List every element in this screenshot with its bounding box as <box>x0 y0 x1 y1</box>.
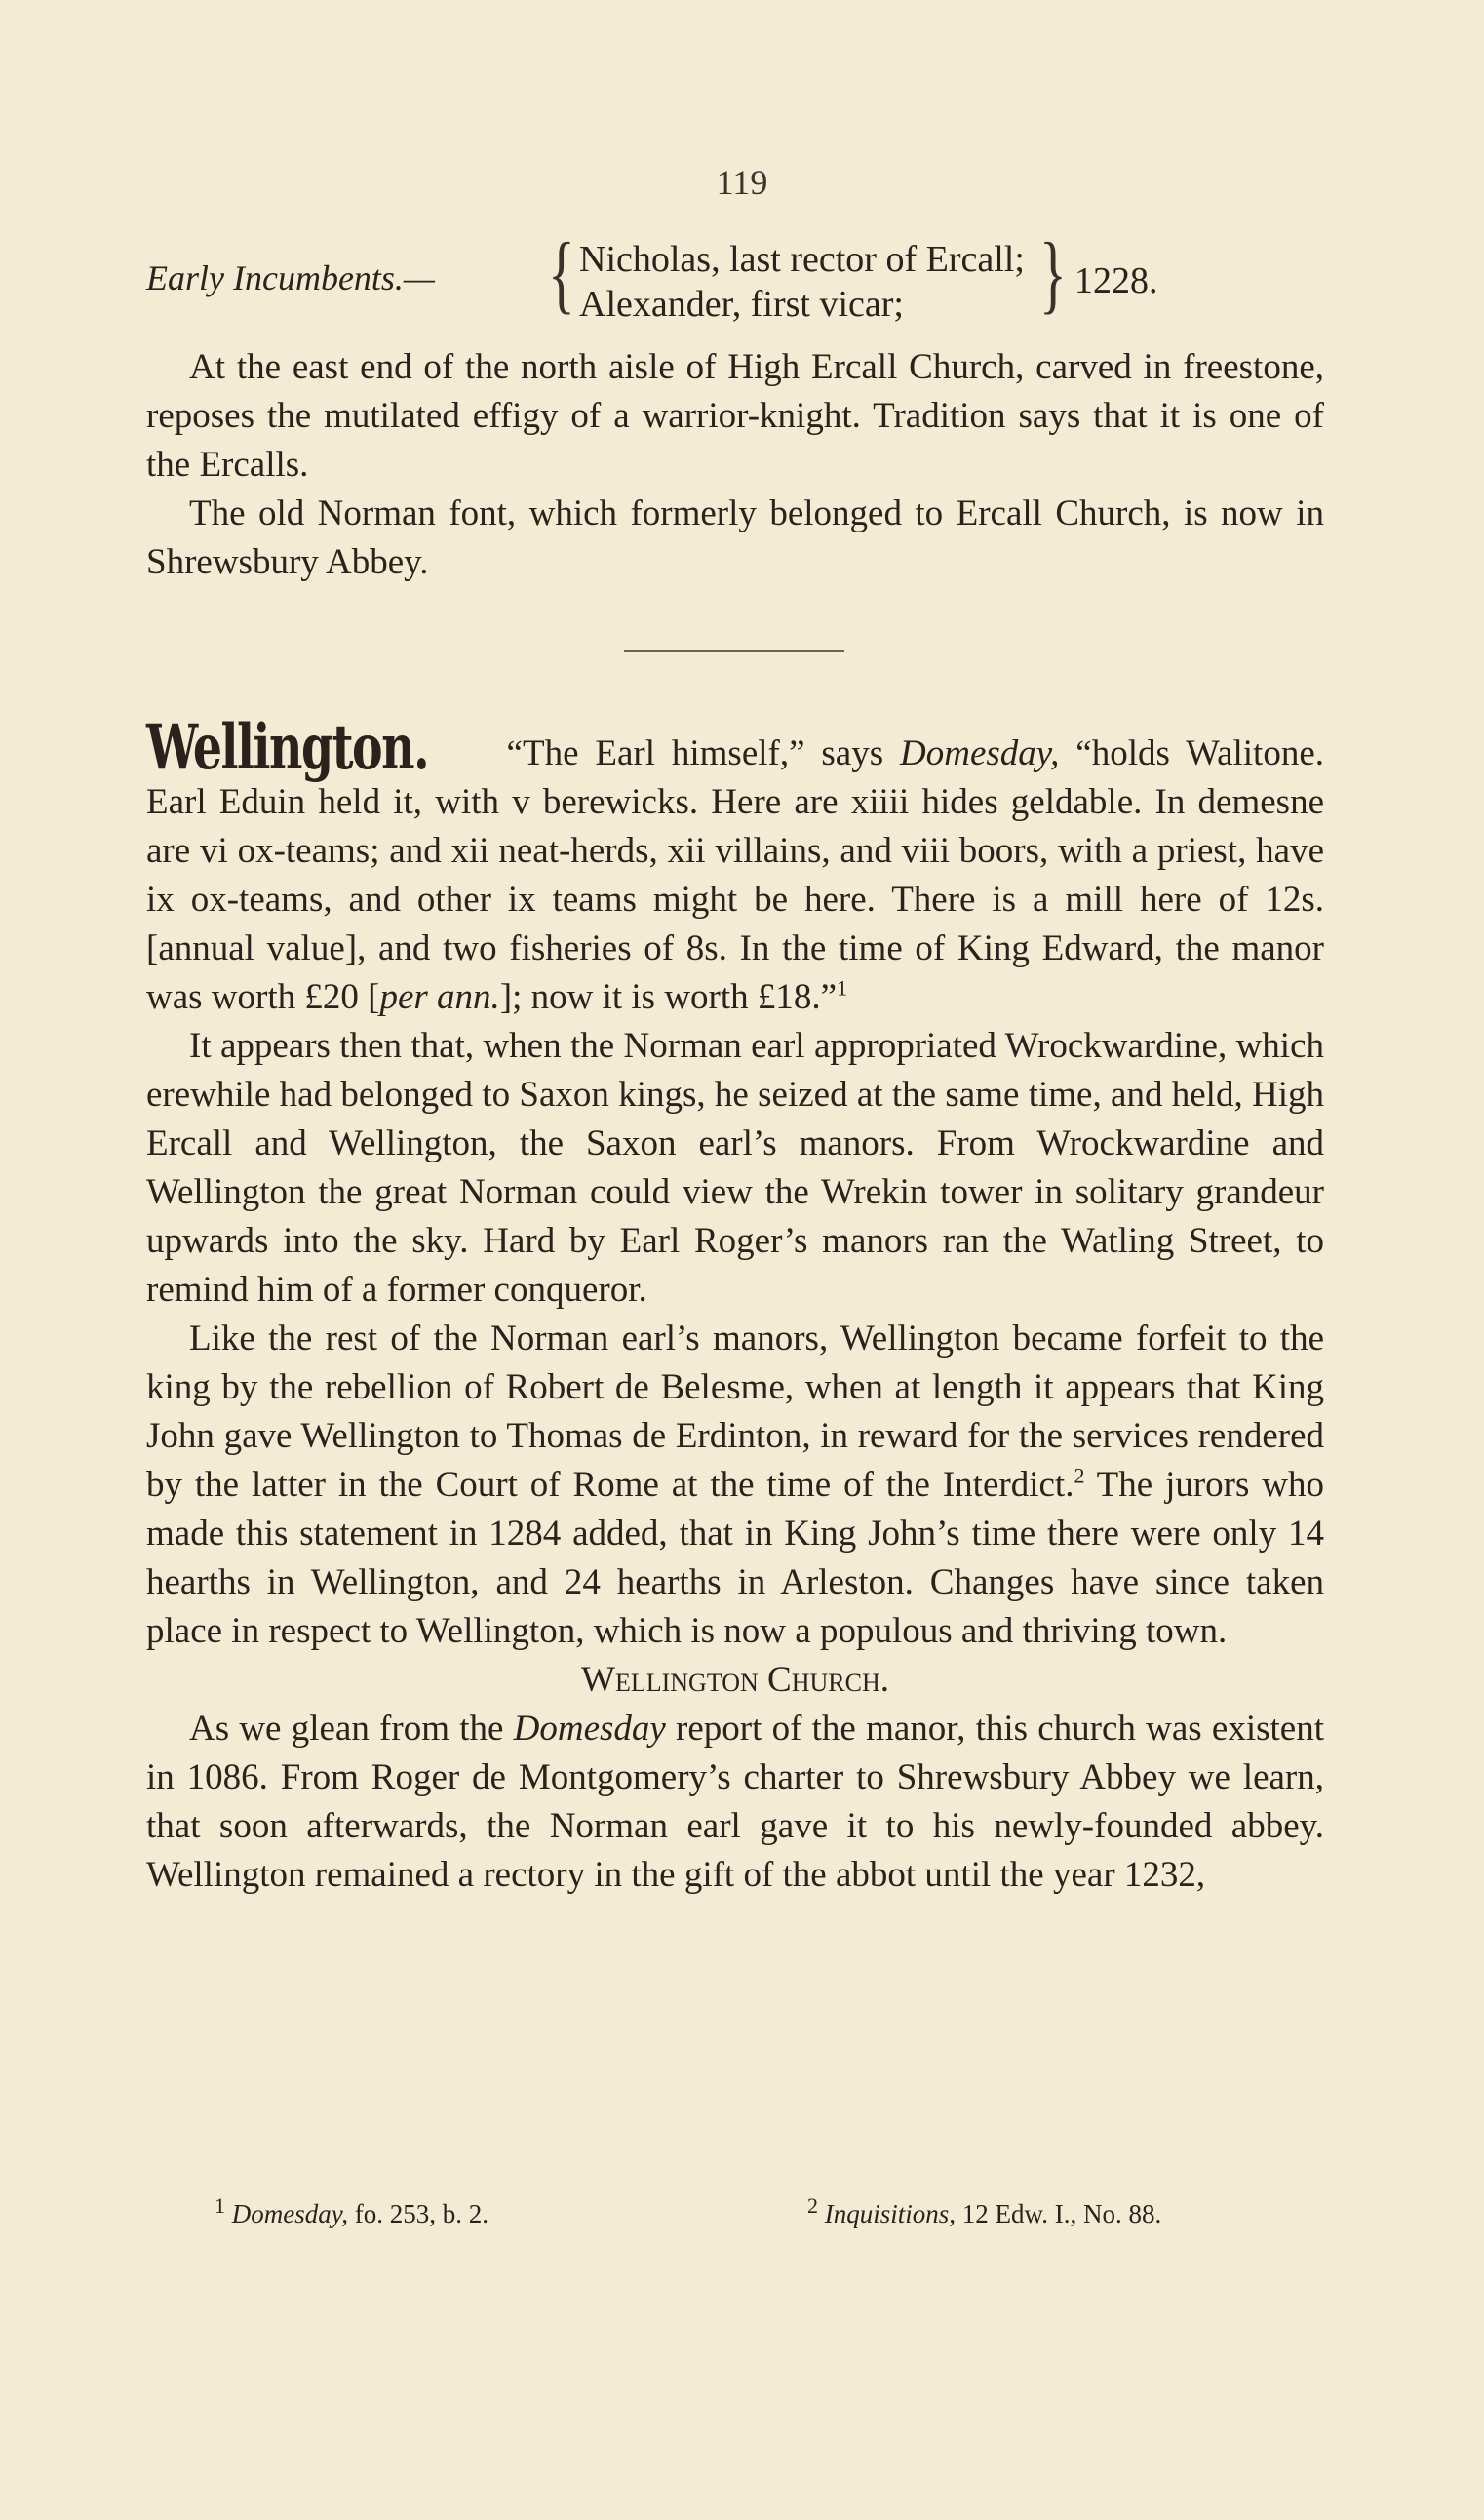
text-run: report of the manor, this church was existent in 1086. From Roger de Montgomery’s charter to Shrewsbury Abbey we learn, that soon afterwards, the Norman earl gave it to his newly-founded abbey. Wellington remained a rectory in the gift of the abbot until the year 1232, <box>146 1709 1324 1895</box>
paragraph <box>146 711 1325 1022</box>
text-run: Like the rest of the Norman earl’s manors, Wellington became forfeit to the king by the rebellion of Robert de Belesme, when at length it appears that King John gave Wellington to Thomas de Erdinton, in reward for the services rendered by the latter in the Court of Rome at the time of the Interdict. <box>146 1319 1324 1505</box>
paragraph <box>146 1705 1324 1900</box>
incumbent-name: Alexander, first vicar; <box>579 284 904 325</box>
footnote-ref[interactable]: 1 <box>837 975 848 1001</box>
text-run: As we glean from the <box>189 1709 514 1749</box>
footnotes <box>146 2193 1324 2248</box>
incumbents-year: 1228. <box>1074 260 1158 301</box>
italic-text: per ann. <box>379 977 500 1017</box>
section-divider <box>624 650 844 652</box>
italic-text: Domesday <box>513 1709 666 1749</box>
footnote-mark: 1 <box>215 2193 225 2218</box>
footnote-mark: 2 <box>807 2193 818 2218</box>
footnote-detail: fo. 253, b. 2. <box>347 2199 488 2228</box>
high-ercall-text <box>146 343 1324 587</box>
footnote-source: Domesday, <box>231 2199 348 2228</box>
right-brace-icon: } <box>1039 223 1067 323</box>
incumbent-name: Nicholas, last rector of Ercall; <box>579 239 1025 280</box>
paragraph <box>146 1315 1324 1656</box>
left-brace-icon: { <box>548 223 575 323</box>
text-run: “holds Walitone. Earl Eduin held it, with v berewicks. Here are xiiii hides geldable. In demesne are vi ox-teams; and xii neat-herds, xii villains, and viii boors, with a priest, have ix ox-teams, and other ix teams might be here. There is a mill here of 12s. [annual value], and two fisheries of 8s. In the time of King Edward, the manor was worth £20 [ <box>146 733 1325 1017</box>
footnote <box>807 2193 1162 2229</box>
wellington-section <box>146 711 1325 1900</box>
early-incumbents-block <box>146 223 1355 332</box>
paragraph: The old Norman font, which formerly belonged to Ercall Church, is now in Shrewsbury Abbey. <box>146 493 1324 582</box>
footnote-ref[interactable]: 2 <box>1074 1463 1085 1488</box>
footnote-detail: 12 Edw. I., No. 88. <box>956 2199 1162 2228</box>
page-number: 119 <box>716 163 768 202</box>
paragraph: It appears then that, when the Norman earl appropriated Wrockwardine, which erewhile had belonged to Saxon kings, he seized at the same time, and held, High Ercall and Wellington, the Saxon earl’s manors. From Wrockwardine and Wellington the great Norman could view the Wrekin tower in solitary grandeur upwards into the sky. Hard by Earl Roger’s manors ran the Watling Street, to remind him of a former conqueror. <box>146 1026 1324 1310</box>
section-heading: Wellington. <box>146 711 429 784</box>
footnote <box>215 2193 488 2229</box>
text-run: The jurors who made this statement in 1284 added, that in King John’s time there were only 14 hearths in Wellington, and 24 hearths in Arleston. Changes have since taken place in respect to Wellington, which is now a populous and thriving town. <box>146 1465 1325 1651</box>
footnote-source: Inquisitions, <box>824 2199 957 2228</box>
subheading: Wellington Church. <box>581 1660 889 1700</box>
paragraph: At the east end of the north aisle of High Ercall Church, carved in freestone, reposes the mutilated effigy of a warrior-knight. Tradition says that it is one of the Ercalls. <box>146 347 1324 485</box>
text-run: ]; now it is worth £18.” <box>499 977 838 1017</box>
text-run: “The Earl himself,” says <box>506 733 901 773</box>
incumbents-label: Early Incumbents.— <box>146 258 435 297</box>
italic-text: Domesday, <box>900 733 1060 773</box>
